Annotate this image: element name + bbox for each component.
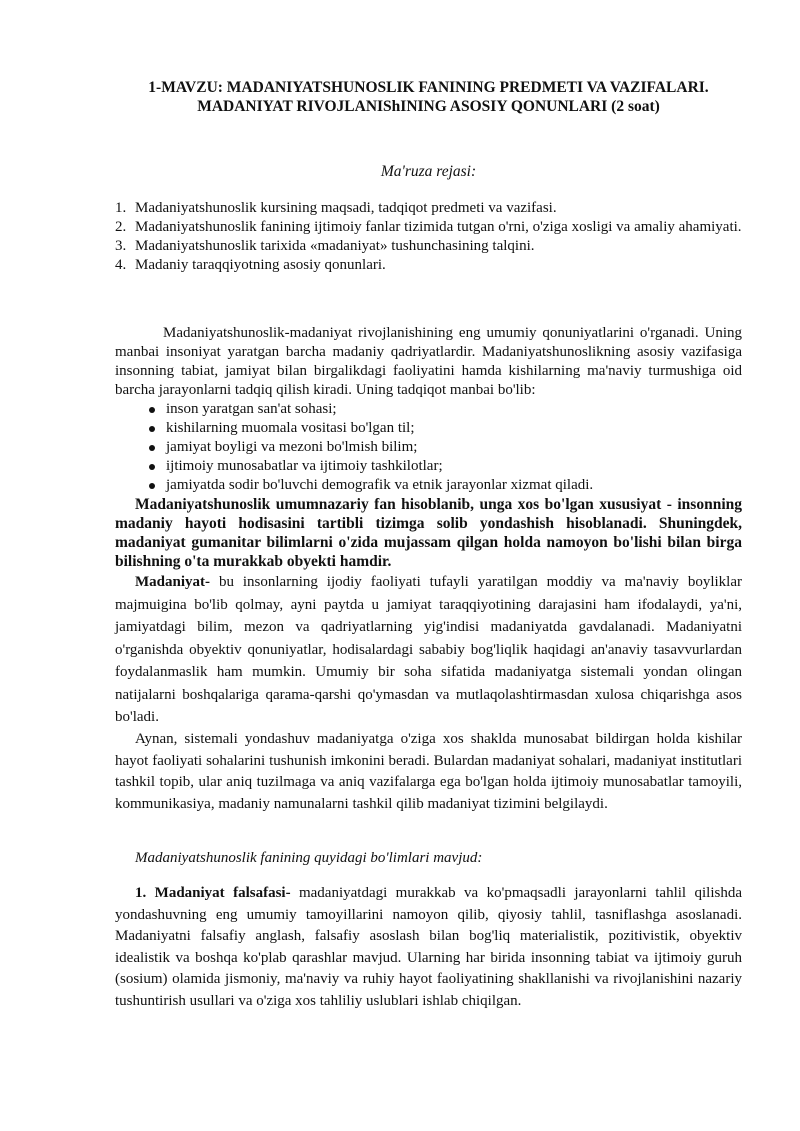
plan-item-number: 2. — [115, 219, 127, 235]
section-1-term: 1. Madaniyat falsafasi- — [135, 885, 291, 901]
source-bullet-list — [115, 400, 742, 495]
definition-paragraph — [115, 571, 742, 729]
title-line-1: 1-MAVZU: MADANIYATSHUNOSLIK FANINING PREDMETI VA VAZIFALARI. — [148, 79, 709, 96]
section-1-block — [115, 883, 742, 1012]
bullet-dot-icon — [149, 445, 155, 451]
title-line-2: MADANIYAT RIVOJLANIShINING ASOSIY QONUNLARI (2 soat) — [197, 98, 660, 115]
plan-item-text: Madaniyatshunoslik fanining ijtimoiy fanlar tizimida tutgan o'rni, o'ziga xosligi va amaliy ahamiyati. — [135, 219, 742, 235]
plan-item — [115, 218, 742, 237]
intro-paragraph: Madaniyatshunoslik-madaniyat rivojlanishining eng umumiy qonuniyatlarini o'rganadi. Uning manbai insoniyat yaratgan barcha madaniy qadriyatlardir. Madaniyatshunoslikning asosiy vazifasiga insonning tabiat, jamiyat bilan birgalikdagi faoliyatini hamda kishilarning ma'naviy turmushiga oid barcha jarayonlarni tadqiq qilish kiradi. Uning tadqiqot manbai bo'lib: — [115, 325, 742, 398]
plan-item-number: 3. — [115, 238, 127, 254]
plan-item — [115, 237, 742, 256]
section-1-text: madaniyatdagi murakkab va ko'pmaqsadli jarayonlarni tahlil qilishda yondashuvning eng umumiy tamoyillarini namoyon qilib, qiyosiy tahlil, tasniflashga asoslanadi. Madaniyatni falsafiy anglash, falsafiy asoslash bilan bog'liq materialistik, pozitivistik, obyektiv idealistik va boshqa ko'plab qarashlar mavjud. Ularning har birida insonning tabiat va ijtimoiy guruh (sosium) olamida jismoniy, ma'naviy va ruhiy hayot faoliyatining shakllanishi va rivojlanishini nazariy tushuntirish usullari va o'ziga xos tahliliy uslublari ishlab chiqilgan. — [115, 885, 742, 1009]
bold-paragraph: Madaniyatshunoslik umumnazariy fan hisoblanib, unga xos bo'lgan xususiyat - insonning madaniy hayoti hodisasini tartibli tizimga solib yondashish hisoblanadi. Shuningdek, madaniyat gumanitar bilimlarni o'zida mujassam qilgan holda namoyon bo'lishi bilan birga bilishning o'ta murakkab obyekti hamdir. — [115, 496, 742, 570]
bullet-dot-icon — [149, 483, 155, 489]
plan-item-text: Madaniyatshunoslik tarixida «madaniyat» tushunchasining talqini. — [135, 238, 535, 254]
bullet-dot-icon — [149, 426, 155, 432]
plan-item — [115, 199, 742, 218]
bullet-dot-icon — [149, 464, 155, 470]
plan-item-text: Madaniy taraqqiyotning asosiy qonunlari. — [135, 257, 386, 273]
list-item-text: kishilarning muomala vositasi bo'lgan til; — [166, 420, 415, 436]
section-1-paragraph — [115, 883, 742, 1012]
list-item — [115, 457, 742, 476]
plan-item-number: 1. — [115, 200, 127, 216]
list-item — [115, 400, 742, 419]
plan-item-text: Madaniyatshunoslik kursining maqsadi, tadqiqot predmeti va vazifasi. — [135, 200, 557, 216]
sections-heading: Madaniyatshunoslik fanining quyidagi bo'limlari mavjud: — [135, 850, 483, 866]
list-item-text: jamiyatda sodir bo'luvchi demografik va etnik jarayonlar xizmat qiladi. — [166, 477, 594, 493]
list-item — [115, 419, 742, 438]
definition-term: Madaniyat- — [135, 574, 210, 590]
list-item-text: jamiyat boyligi va mezoni bo'lmish bilim; — [166, 439, 418, 455]
intro-section — [115, 324, 742, 729]
list-item-text: ijtimoiy munosabatlar va ijtimoiy tashkilotlar; — [166, 458, 443, 474]
page-title — [115, 78, 742, 116]
list-item — [115, 476, 742, 495]
plan-item — [115, 256, 742, 275]
sections-heading-block — [115, 848, 742, 870]
list-item — [115, 438, 742, 457]
list-item-text: inson yaratgan san'at sohasi; — [166, 401, 337, 417]
bullet-dot-icon — [149, 407, 155, 413]
plan-list — [115, 199, 742, 275]
definition-text: bu insonlarning ijodiy faoliyati tufayli yaratilgan moddiy va ma'naviy boyliklar majmuigina bo'lib qolmay, ayni paytda u jamiyat taraqqiyotining darajasini ham ifodalaydi, ya'ni, jamiyatdagi bilim, mezon va qadriyatlarning yig'indisi madaniyatda gavdalanadi. Madaniyatni o'rganishda obyektiv qonuniyatlar, hodisalardagi sababiy bog'liqlik haqidagi an'anaviy tasavvurlardan foydalanmaslik ham mumkin. Umumiy bir soha sifatida madaniyatga sistemali yondan olingan natijalarni boshqalariga qarama-qarshi qo'ymasdan va mutlaqolashtirmasdan xulosa chiqarishga asos bo'ladi. — [115, 574, 742, 725]
systems-paragraph: Aynan, sistemali yondashuv madaniyatga o'ziga xos shaklda munosabat bildirgan holda kishilar hayot faoliyati sohalarini tushunish imkonini beradi. Bulardan madaniyat sohalari, madaniyat institutlari tashkil topib, ular aniq tuzilmaga va aniq vazifalarga ega bo'lgan holda ijtimoiy munosabatlar tamoyili, kommunikasiya, madaniy namunalarni tashkil qilib madaniyat tizimini belgilaydi. — [115, 731, 742, 812]
systems-section — [115, 729, 742, 815]
plan-heading: Ma'ruza rejasi: — [380, 163, 477, 180]
plan-item-number: 4. — [115, 257, 127, 273]
